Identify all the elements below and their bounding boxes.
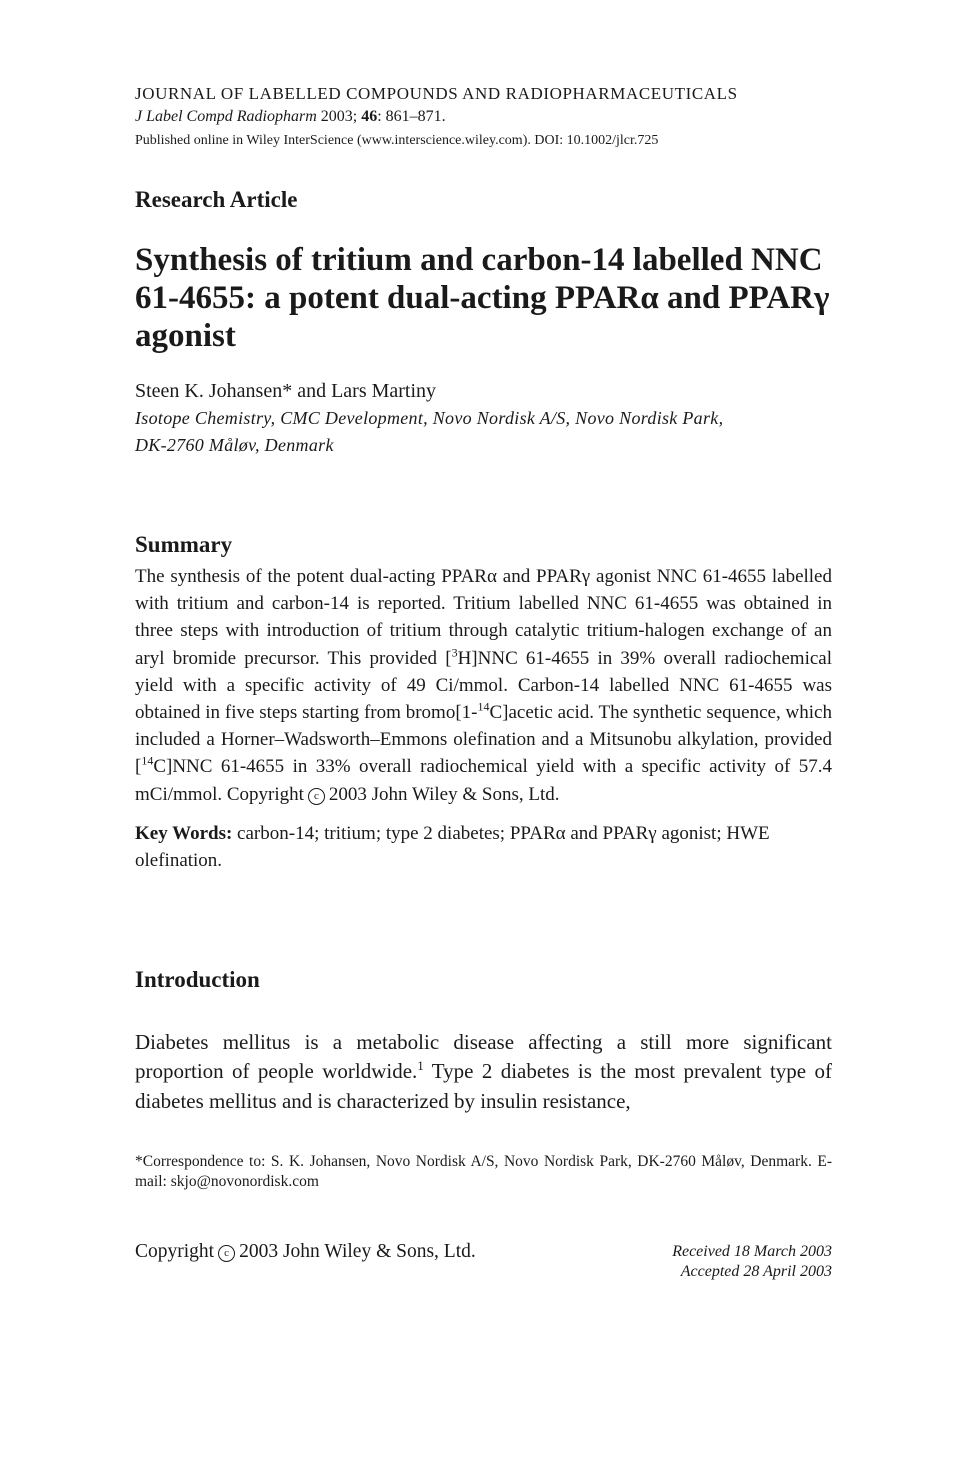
citation-line [135, 106, 832, 128]
summary-part-1: The synthesis of the potent dual-acting PPARα and PPARγ agonist NNC 61-4655 labelled with tritium and carbon-14 is reported. Tritium labelled NNC 61-4655 was obtained in three steps with introduction of tritium through catalytic tritium-halogen exchange of an aryl bromide precursor. This provided [ [135, 566, 832, 669]
summary-heading: Summary [135, 532, 233, 557]
article-title: Synthesis of tritium and carbon-14 labelled NNC 61-4655: a potent dual-acting PPARα and PPARγ agonist [135, 242, 830, 354]
journal-name: JOURNAL OF LABELLED COMPOUNDS AND RADIOPHARMACEUTICALS [135, 84, 738, 103]
accepted-date: Accepted 28 April 2003 [680, 1263, 832, 1281]
summary-text [135, 563, 832, 808]
copyright-symbol-footer: c [218, 1245, 235, 1262]
published-line: Published online in Wiley InterScience (www.interscience.wiley.com). DOI: 10.1002/jlcr.725 [135, 133, 659, 148]
affiliation-line-2: DK-2760 Måløv, Denmark [135, 435, 334, 455]
paper-page [135, 82, 832, 1290]
keywords [135, 820, 832, 874]
summary-sup-1: 3 [451, 645, 458, 660]
article-dates [672, 1242, 832, 1282]
copyright-notice [135, 1240, 476, 1264]
intro-citation-sup: 1 [417, 1058, 424, 1074]
citation-volume: 46 [361, 108, 378, 125]
copyright-prefix: Copyright [135, 1241, 215, 1263]
page-footer [135, 1240, 832, 1290]
introduction-text [135, 1028, 832, 1117]
article-type: Research Article [135, 187, 298, 212]
intro-part-1: Diabetes mellitus is a metabolic disease affecting a still more significant proportion of people worldwide. [135, 1029, 832, 1084]
summary-sup-2: 14 [477, 699, 490, 714]
affiliation [135, 405, 832, 459]
correspondence-footnote: *Correspondence to: S. K. Johansen, Novo Nordisk A/S, Novo Nordisk Park, DK-2760 Måløv, Denmark. E-mail: skjo@novonordisk.com [135, 1153, 832, 1191]
authors: Steen K. Johansen* and Lars Martiny [135, 380, 437, 402]
summary-part-3: C]acetic acid. The synthetic sequence, which included a Horner–Wadsworth–Emmons olefination and a Mitsunobu alkylation, provided [ [135, 702, 832, 778]
received-date: Received 18 March 2003 [672, 1243, 832, 1261]
affiliation-line-1: Isotope Chemistry, CMC Development, Novo Nordisk A/S, Novo Nordisk Park, [135, 408, 724, 428]
keywords-text: carbon-14; tritium; type 2 diabetes; PPARα and PPARγ agonist; HWE olefination. [135, 822, 770, 871]
introduction-heading: Introduction [135, 966, 260, 992]
citation-journal: J Label Compd Radiopharm [135, 108, 317, 125]
summary-part-5: 2003 John Wiley & Sons, Ltd. [328, 783, 560, 805]
summary-sup-3: 14 [141, 754, 154, 769]
keywords-label: Key Words: [135, 822, 233, 844]
summary-part-2: H]NNC 61-4655 in 39% overall radiochemical yield with a specific activity of 49 Ci/mmol. Carbon-14 labelled NNC 61-4655 was obtained in five steps starting from bromo[1- [135, 647, 832, 724]
copyright-suffix: 2003 John Wiley & Sons, Ltd. [239, 1241, 476, 1263]
copyright-symbol-summary: c [308, 788, 325, 805]
citation-year: 2003; [320, 108, 358, 125]
summary-part-4: C]NNC 61-4655 in 33% overall radiochemical yield with a specific activity of 57.4 mCi/mmol. Copyright [135, 756, 832, 805]
citation-pages: : 861–871. [377, 108, 446, 125]
intro-part-2: Type 2 diabetes is the most prevalent type of diabetes mellitus and is characterized by insulin resistance, [135, 1059, 832, 1113]
